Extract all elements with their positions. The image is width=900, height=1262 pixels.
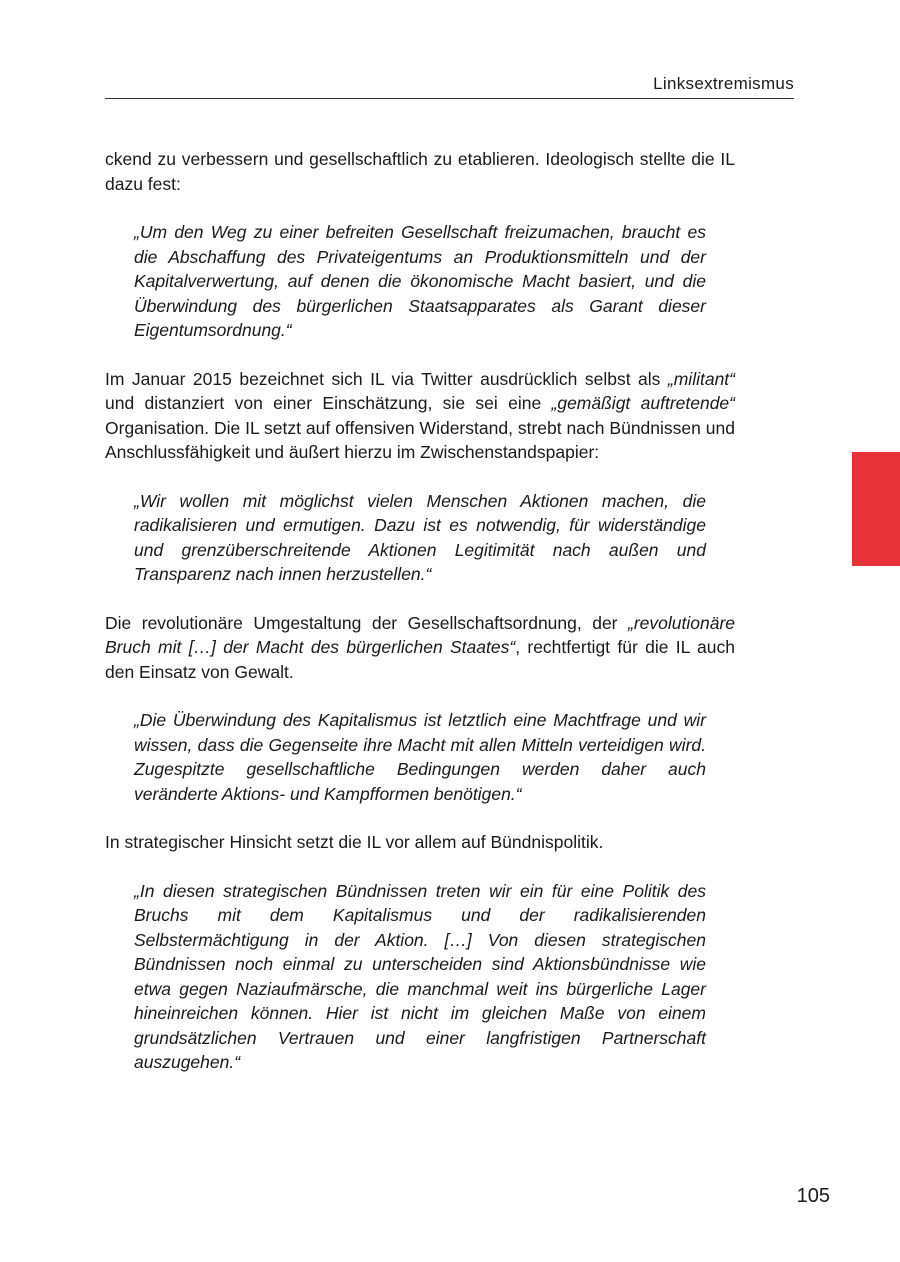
paragraph-3	[105, 611, 735, 685]
paragraph-1: ckend zu verbessern und gesellschaftlich zu etablieren. Ideologisch stellte die IL dazu fest:	[105, 149, 735, 194]
paragraph-2-quote-militant: „militant“	[667, 368, 735, 389]
paragraph-2	[105, 367, 735, 465]
quote-3: „Die Überwindung des Kapitalismus ist letztlich eine Machtfrage und wir wissen, dass die Gegenseite ihre Macht mit allen Mitteln verteidigen wird. Zugespitzte gesellschaftliche Bedingungen werden daher auch veränderte Aktions- und Kampfformen benötigen.“	[134, 710, 706, 804]
page-number: 105	[796, 1185, 830, 1207]
quote-4: „In diesen strategischen Bündnissen treten wir ein für eine Politik des Bruchs mit dem Kapitalismus und der radikalisierenden Selbstermächtigung in der Aktion. […] Von diesen strategischen Bündnissen noch einmal zu unterscheiden sind Aktionsbündnisse wie etwa gegen Naziaufmärsche, die manchmal weit ins bürgerliche Lager hineinreichen können. Hier ist nicht im gleichen Maße von einem grundsätzlichen Vertrauen und einer langfristigen Partnerschaft auszugehen.“	[134, 880, 706, 1072]
paragraph-3-quote: „revolutionäre Bruch mit […] der Macht des bürgerlichen Staates“	[105, 612, 735, 657]
paragraph-2-text-b: und distanziert von einer Einschätzung, sie sei eine	[105, 393, 552, 413]
quote-1: „Um den Weg zu einer befreiten Gesellschaft freizumachen, braucht es die Abschaffung des Privateigentums an Produktionsmitteln und der Kapitalverwertung, auf denen die ökonomische Macht basiert, und die Überwindung des bürgerlichen Staatsapparates als Garant dieser Eigentumsordnung.“	[134, 222, 706, 340]
quote-2: „Wir wollen mit möglichst vielen Menschen Aktionen machen, die radikalisieren und ermutigen. Dazu ist es notwendig, für widerständige und grenzüberschreitende Aktionen Legitimität nach außen und Transparenz nach innen herzustellen.“	[134, 490, 706, 584]
chapter-side-tab	[852, 452, 900, 566]
paragraph-4: In strategischer Hinsicht setzt die IL vor allem auf Bündnispolitik.	[105, 832, 604, 852]
page-body	[105, 147, 735, 1099]
paragraph-2-text-c: Organisation. Die IL setzt auf offensiven Widerstand, strebt nach Bündnissen und Anschlussfähigkeit und äußert hierzu im Zwischenstandspapier:	[105, 417, 735, 462]
paragraph-2-text-a: Im Januar 2015 bezeichnet sich IL via Twitter ausdrücklich selbst als	[105, 368, 668, 389]
header-rule	[105, 98, 794, 99]
paragraph-3-text-a: Die revolutionäre Umgestaltung der Gesellschaftsordnung, der	[105, 612, 628, 633]
paragraph-2-quote-gemaessigt: „gemäßigt auftretende“	[551, 393, 735, 413]
paragraph-3-text-b: , rechtfertigt für die IL auch den Einsatz von Gewalt.	[105, 637, 736, 682]
running-title: Linksextremismus	[653, 74, 794, 93]
